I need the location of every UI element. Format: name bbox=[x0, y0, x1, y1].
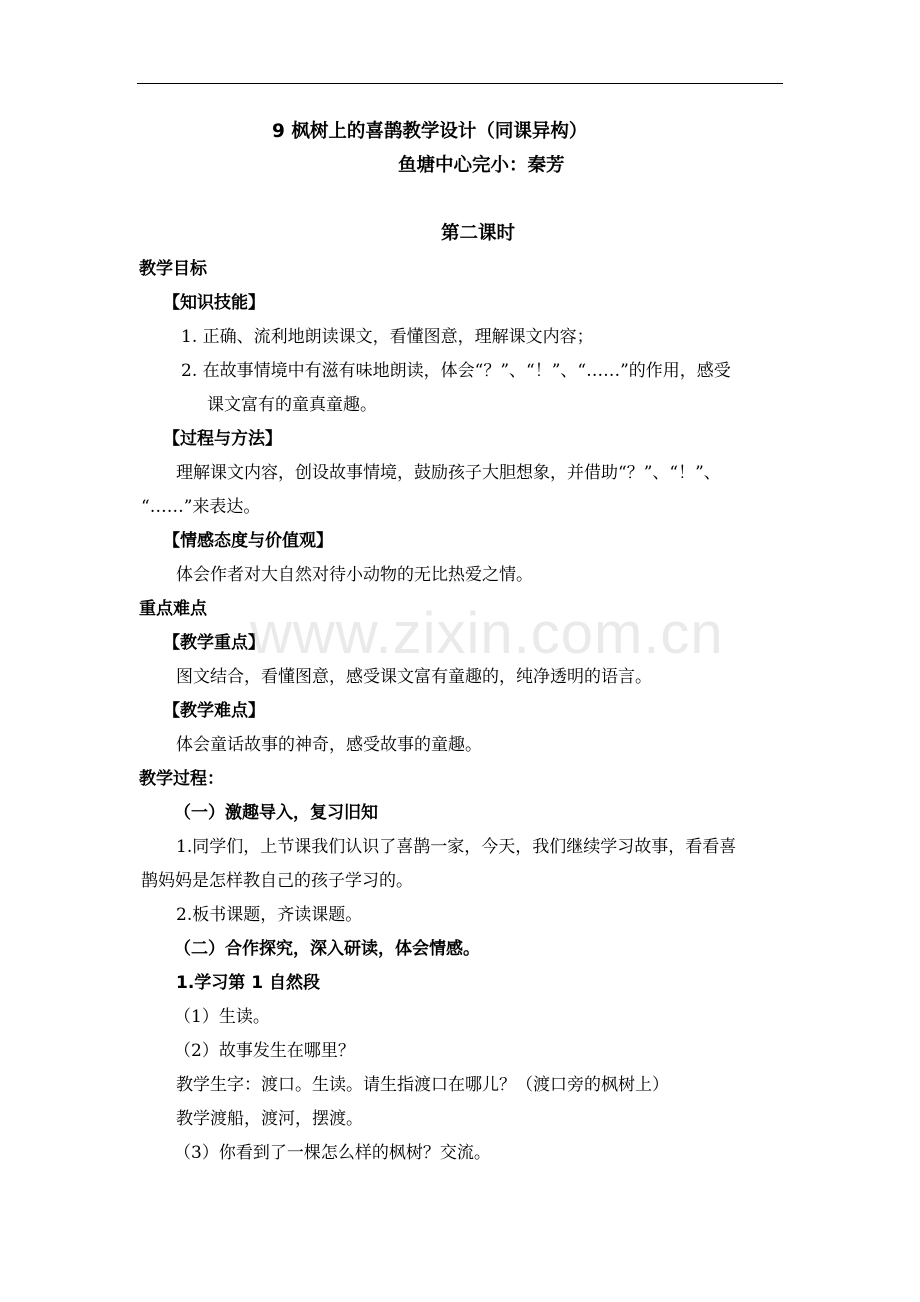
step-1: （1）生读。 bbox=[174, 1007, 270, 1027]
knowledge-item-1: 1. 正确、流利地朗读课文，看懂图意，理解课文内容； bbox=[181, 327, 594, 347]
difficulty-text: 体会童话故事的神奇，感受故事的童趣。 bbox=[176, 735, 482, 755]
key-points-heading: 重点难点 bbox=[139, 599, 207, 619]
part2-heading: （二）合作探究，深入研读，体会情感。 bbox=[174, 939, 480, 959]
step-2: （2）故事发生在哪里？ bbox=[174, 1041, 355, 1061]
part2-subheading: 1.学习第 1 自然段 bbox=[176, 973, 320, 993]
focus-heading: 【教学重点】 bbox=[163, 633, 265, 653]
emotion-text: 体会作者对大自然对待小动物的无比热爱之情。 bbox=[176, 565, 533, 585]
part1-heading: （一）激趣导入，复习旧知 bbox=[174, 803, 378, 823]
step-2-note: 教学生字：渡口。生读。请生指渡口在哪儿？（渡口旁的枫树上） bbox=[176, 1075, 669, 1095]
author-line: 鱼塘中心完小：秦芳 bbox=[398, 155, 565, 176]
part1-item-1-cont: 鹊妈妈是怎样教自己的孩子学习的。 bbox=[141, 871, 413, 891]
knowledge-item-2-cont: 课文富有的童真童趣。 bbox=[207, 395, 377, 415]
emotion-heading: 【情感态度与价值观】 bbox=[163, 531, 333, 551]
procedure-heading: 教学过程： bbox=[139, 769, 224, 789]
knowledge-heading: 【知识技能】 bbox=[163, 293, 265, 313]
step-3: （3）你看到了一棵怎么样的枫树？交流。 bbox=[174, 1143, 491, 1163]
watermark: www.zixin.com.cn bbox=[250, 601, 724, 666]
part1-item-1: 1.同学们，上节课我们认识了喜鹊一家，今天，我们继续学习故事，看看喜 bbox=[176, 837, 737, 857]
process-text: 理解课文内容，创设故事情境，鼓励孩子大胆想象，并借助“？”、“！”、 bbox=[176, 463, 721, 483]
focus-text: 图文结合，看懂图意，感受课文富有童趣的，纯净透明的语言。 bbox=[176, 667, 652, 687]
lesson-heading: 第二课时 bbox=[441, 223, 516, 244]
objectives-heading: 教学目标 bbox=[139, 259, 207, 279]
document-title: 9 枫树上的喜鹊教学设计（同课异构） bbox=[272, 121, 588, 142]
part1-item-2: 2.板书课题，齐读课题。 bbox=[176, 905, 363, 925]
process-text-cont: “……”来表达。 bbox=[141, 497, 261, 517]
process-heading: 【过程与方法】 bbox=[163, 429, 282, 449]
knowledge-item-2: 2. 在故事情境中有滋有味地朗读，体会“？”、“！”、“……”的作用，感受 bbox=[181, 361, 731, 381]
step-2-words: 教学渡船，渡河，摆渡。 bbox=[176, 1109, 363, 1129]
header-rule bbox=[137, 83, 783, 84]
difficulty-heading: 【教学难点】 bbox=[163, 701, 265, 721]
